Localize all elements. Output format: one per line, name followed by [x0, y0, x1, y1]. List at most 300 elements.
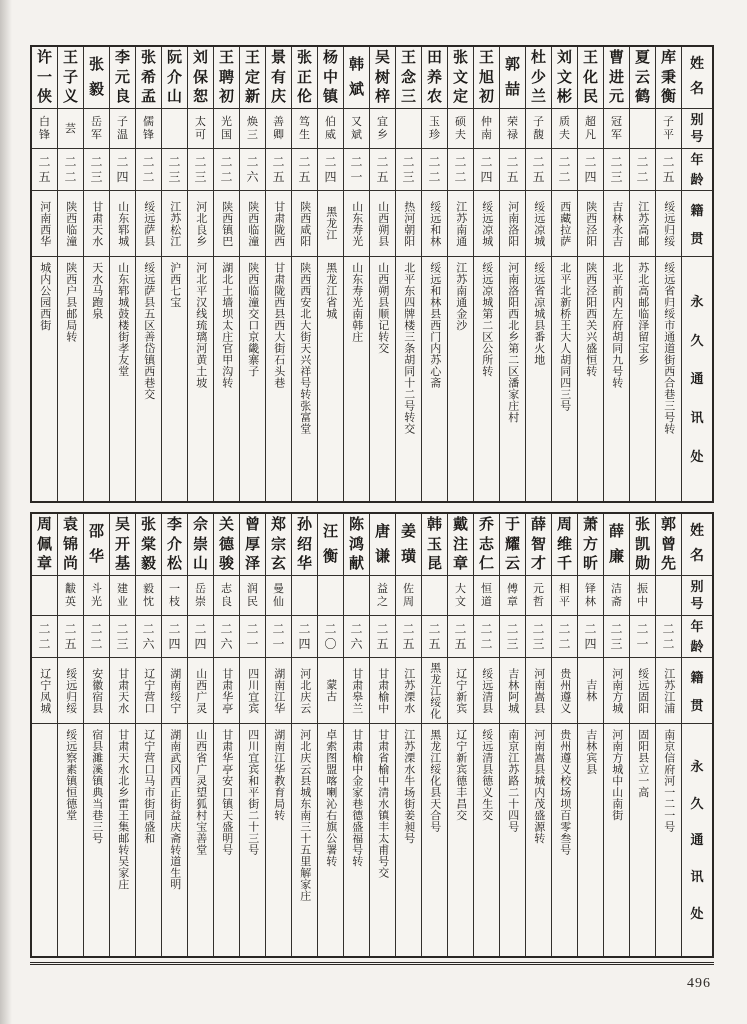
entry-alias	[266, 576, 291, 616]
entry-name	[266, 514, 291, 576]
entry-age-char: 二	[610, 621, 623, 636]
entry-age	[110, 149, 135, 191]
entry-name	[604, 514, 629, 576]
entry-address-text: 绥远察素镇恒德堂	[64, 729, 77, 821]
entry-name	[214, 47, 239, 109]
entry-alias-char: 毅	[143, 583, 154, 595]
header-name-label-char: 姓	[690, 523, 704, 539]
entry-alias-char: 枝	[169, 596, 180, 608]
entry-name-char: 汪	[322, 523, 338, 540]
entry-alias-char: 笃	[299, 116, 310, 128]
entry-alias-char: 元	[533, 583, 544, 595]
entry-native-place	[604, 191, 629, 257]
entry-native-place	[526, 191, 551, 257]
entry-age	[448, 616, 473, 658]
entry-alias	[32, 576, 57, 616]
entry-native-place-text: 河北庆云	[298, 667, 311, 714]
entry-name-char: 聘	[218, 69, 234, 86]
entry-native-place-text: 蒙古	[324, 679, 337, 702]
entry-age-char: 三	[168, 169, 181, 184]
entry-name	[162, 514, 187, 576]
entry-age-char: 二	[506, 154, 519, 169]
entry-name-char: 王	[400, 50, 416, 67]
entry-name-char: 义	[62, 88, 78, 105]
entry-native-place-text: 绥远凉城	[532, 200, 545, 247]
entry-name-char: 方	[582, 536, 598, 553]
entry-name-char: 中	[322, 69, 338, 86]
header-age-label-char: 年	[690, 152, 704, 168]
entry-age-char: 三	[610, 169, 623, 184]
entry-native-place-text: 山西广灵	[194, 667, 207, 714]
entry-address	[656, 724, 681, 956]
entry-column	[551, 47, 577, 501]
entry-age	[136, 149, 161, 191]
entry-name-char: 养	[426, 69, 442, 86]
entry-name-char: 山	[192, 555, 208, 572]
header-address-label-char: 通	[690, 371, 704, 387]
entry-name	[656, 47, 681, 109]
entry-alias	[84, 109, 109, 149]
entry-address	[136, 257, 161, 501]
entry-alias	[214, 576, 239, 616]
header-alias-label-char: 号	[690, 596, 704, 612]
entry-column	[447, 47, 473, 501]
entry-name	[214, 514, 239, 576]
entry-age-char: 三	[532, 636, 545, 651]
entry-name-char: 章	[36, 555, 52, 572]
entry-age-char: 二	[454, 154, 467, 169]
entry-name-char: 崇	[192, 536, 208, 553]
entry-age-char: 五	[376, 636, 389, 651]
entry-age-char: 二	[324, 154, 337, 169]
entry-native-place-text: 河北良乡	[194, 200, 207, 247]
entry-name-char: 一	[36, 69, 52, 86]
entry-native-place	[32, 191, 57, 257]
entry-age-char: 二	[584, 621, 597, 636]
entry-age-char: 五	[376, 169, 389, 184]
header-address-label-char: 讯	[690, 410, 704, 426]
bottom-double-rule	[30, 962, 714, 965]
entry-alias	[266, 109, 291, 149]
entry-alias	[84, 576, 109, 616]
entry-address	[84, 724, 109, 956]
entry-address	[136, 724, 161, 956]
entry-name-char: 戴	[452, 517, 468, 534]
entry-name-char: 定	[244, 69, 260, 86]
entry-native-place-text: 陕西泾阳	[584, 200, 597, 247]
entry-alias	[344, 576, 369, 616]
entry-alias-char: 光	[221, 116, 232, 128]
entry-address	[552, 257, 577, 501]
entry-native-place-text: 安徽宿县	[90, 667, 103, 714]
entry-native-place	[396, 658, 421, 724]
entry-name-char: 庆	[270, 88, 286, 105]
entry-age-char: 五	[272, 169, 285, 184]
entry-native-place	[318, 658, 343, 724]
entry-alias-char: 伯	[325, 116, 336, 128]
entry-native-place-text: 吉林阿城	[506, 667, 519, 714]
entry-alias-char: 哲	[533, 596, 544, 608]
entry-alias-char: 禄	[507, 129, 518, 141]
entry-alias-char: 光	[91, 596, 102, 608]
entry-column	[343, 514, 369, 956]
entry-native-place	[162, 658, 187, 724]
entry-age	[578, 149, 603, 191]
entry-age-char: 三	[402, 169, 415, 184]
entry-name-char: 有	[270, 69, 286, 86]
entry-column	[447, 514, 473, 956]
entry-native-place-text: 江苏高邮	[636, 200, 649, 247]
entry-age-char: 二	[610, 154, 623, 169]
entry-column	[161, 47, 187, 501]
entry-name-char: 锦	[62, 536, 78, 553]
entry-address	[266, 724, 291, 956]
entry-age	[604, 149, 629, 191]
entry-age-char: 五	[662, 169, 675, 184]
entry-name-char: 景	[270, 50, 286, 67]
entry-address	[318, 257, 343, 501]
entry-address	[370, 257, 395, 501]
entry-age-char: 二	[194, 154, 207, 169]
entry-age-char: 二	[376, 154, 389, 169]
entry-column	[655, 514, 681, 956]
entry-age	[500, 616, 525, 658]
entry-name-char: 关	[218, 517, 234, 534]
entry-alias-char: 英	[65, 596, 76, 608]
entry-name-char: 梓	[374, 88, 390, 105]
entry-native-place	[526, 658, 551, 724]
entry-age-char: 二	[376, 621, 389, 636]
entry-native-place	[448, 658, 473, 724]
entry-column	[32, 47, 57, 501]
entry-native-place	[474, 191, 499, 257]
entry-age-char: 五	[506, 169, 519, 184]
entry-age	[370, 149, 395, 191]
entry-alias-char: 振	[637, 583, 648, 595]
entry-age-char: 二	[168, 621, 181, 636]
entry-alias-char: 温	[117, 129, 128, 141]
entry-name-char: 谦	[374, 549, 390, 566]
entry-name-char: 王	[582, 50, 598, 67]
entry-alias-char: 周	[403, 596, 414, 608]
entry-alias	[240, 576, 265, 616]
entry-native-place-text: 山西朔县	[376, 200, 389, 247]
entry-name-char: 三	[400, 88, 416, 105]
entry-name-char: 山	[166, 88, 182, 105]
entry-name	[552, 47, 577, 109]
entry-column	[83, 47, 109, 501]
entry-alias-char: 硕	[455, 116, 466, 128]
entry-alias-char: 荣	[507, 116, 518, 128]
entry-native-place-text: 江苏松江	[168, 200, 181, 247]
header-column	[681, 514, 712, 956]
entry-age-char: 四	[298, 636, 311, 651]
entry-address	[422, 257, 447, 501]
entry-native-place-text: 绥远凉城	[480, 200, 493, 247]
header-address-label-char: 通	[690, 832, 704, 848]
entry-alias	[500, 109, 525, 149]
entry-native-place-text: 河南嵩县	[532, 667, 545, 714]
header-address-label-char: 讯	[690, 869, 704, 885]
entry-alias-char: 夫	[559, 129, 570, 141]
entry-native-place-text: 绥远固阳	[636, 667, 649, 714]
entry-name-char: 王	[62, 50, 78, 67]
entry-age-char: 二	[402, 154, 415, 169]
entry-age-char: 二	[454, 169, 467, 184]
entry-column	[369, 47, 395, 501]
entry-age-char: 二	[38, 154, 51, 169]
entry-address	[630, 257, 655, 501]
entry-column	[343, 47, 369, 501]
entry-alias	[344, 109, 369, 149]
entry-alias-char: 冠	[611, 116, 622, 128]
entry-name-char: 章	[452, 555, 468, 572]
header-age-label-char: 龄	[690, 171, 704, 187]
entry-alias	[656, 109, 681, 149]
entry-name	[552, 514, 577, 576]
entry-native-place	[630, 658, 655, 724]
entry-alias	[552, 109, 577, 149]
entry-age-char: 二	[90, 154, 103, 169]
entry-name-char: 刘	[556, 50, 572, 67]
entry-address-text: 沪西七宝	[168, 262, 181, 308]
entry-alias-char: 子	[533, 116, 544, 128]
entry-age-char: 四	[194, 636, 207, 651]
entry-name-char: 定	[452, 88, 468, 105]
entry-name	[240, 514, 265, 576]
entry-native-place	[344, 658, 369, 724]
entry-column	[213, 47, 239, 501]
entry-age-char: 二	[662, 621, 675, 636]
entry-address	[110, 257, 135, 501]
entry-name-char: 德	[218, 536, 234, 553]
entry-name-char: 仁	[478, 555, 494, 572]
entry-address-text: 辽宁新宾德丰昌交	[454, 729, 467, 821]
entry-name-char: 郑	[270, 517, 286, 534]
entry-column	[551, 514, 577, 956]
entry-alias	[396, 576, 421, 616]
entry-native-place	[500, 658, 525, 724]
entry-name	[422, 47, 447, 109]
entry-age-char: 二	[116, 154, 129, 169]
entry-age	[84, 616, 109, 658]
entry-alias-char: 润	[247, 583, 258, 595]
entry-name-char: 郭	[504, 56, 520, 73]
entry-name	[292, 514, 317, 576]
header-address-label	[682, 257, 712, 501]
entry-name-char: 新	[244, 88, 260, 105]
entry-age-char: 二	[272, 621, 285, 636]
entry-age-char: 二	[350, 621, 363, 636]
entry-address-text: 绥远清县德义生交	[480, 729, 493, 821]
entry-age	[240, 616, 265, 658]
entry-name-char: 袁	[62, 517, 78, 534]
entry-column	[655, 47, 681, 501]
entry-address-text: 城内公园西街	[38, 262, 51, 331]
entry-alias	[110, 109, 135, 149]
entry-address-text: 甘肃华亭安口镇天盛明号	[220, 729, 233, 856]
entry-name	[604, 47, 629, 109]
entry-name-char: 介	[166, 536, 182, 553]
entry-column	[499, 514, 525, 956]
entry-native-place-text: 辽宁营口	[142, 667, 155, 714]
entry-alias-char: 良	[221, 596, 232, 608]
entry-native-place-text: 湖南江华	[272, 667, 285, 714]
entry-alias-char: 之	[377, 596, 388, 608]
entry-name-char: 进	[608, 69, 624, 86]
entry-age	[578, 616, 603, 658]
entry-alias	[656, 576, 681, 616]
entry-alias	[630, 109, 655, 149]
entry-alias-char: 曼	[273, 583, 284, 595]
entry-native-place-text: 江苏江浦	[662, 667, 675, 714]
entry-address-text: 陕西临潼交口京畿寨子	[246, 262, 259, 377]
entry-name-char: 先	[660, 555, 676, 572]
entry-column	[603, 47, 629, 501]
entry-age	[396, 149, 421, 191]
entry-age	[110, 616, 135, 658]
entry-alias	[292, 576, 317, 616]
entry-age-char: 二	[662, 636, 675, 651]
entry-age	[162, 149, 187, 191]
entry-alias	[422, 576, 447, 616]
entry-native-place-text: 辽宁新宾	[454, 667, 467, 714]
entry-native-place	[552, 191, 577, 257]
entry-name-char: 保	[192, 69, 208, 86]
entry-column	[265, 514, 291, 956]
entry-age	[188, 149, 213, 191]
entry-name	[110, 47, 135, 109]
entry-age-char: 二	[324, 621, 337, 636]
entry-address	[552, 724, 577, 956]
entry-name	[84, 514, 109, 576]
header-address-label-char: 久	[690, 795, 704, 811]
entry-age-char: 二	[584, 154, 597, 169]
entry-age-char: 二	[662, 154, 675, 169]
entry-native-place-text: 江苏溧水	[402, 667, 415, 714]
entry-name-char: 邵	[88, 523, 104, 540]
entry-alias-char: 卿	[273, 129, 284, 141]
entry-native-place-text: 陕西临潼	[64, 200, 77, 247]
entry-address-text: 陕西户县邮局转	[64, 262, 77, 343]
entry-alias-char: 善	[273, 116, 284, 128]
entry-name-char: 曾	[244, 517, 260, 534]
entry-name-char: 宗	[270, 536, 286, 553]
entry-alias-char: 忱	[143, 596, 154, 608]
entry-native-place	[188, 191, 213, 257]
entry-address-text: 吉林宾县	[584, 729, 597, 775]
entry-address-text: 河南洛阳西北乡第二区潘家庄村	[506, 262, 519, 423]
entry-address	[240, 724, 265, 956]
entry-alias	[214, 109, 239, 149]
entry-native-place-text: 黑龙江	[324, 206, 337, 241]
header-address-label-char: 处	[690, 906, 704, 922]
entry-name-char: 华	[296, 555, 312, 572]
entry-address-text: 山西朔县顺记转交	[376, 262, 389, 354]
entry-name-char: 开	[114, 536, 130, 553]
entry-native-place	[240, 191, 265, 257]
entry-age	[136, 616, 161, 658]
header-alias-label-char: 号	[690, 129, 704, 145]
entry-address-text: 卓索图盟喀喇沁右旗公署转	[324, 729, 337, 867]
entry-alias-char: 焕	[247, 116, 258, 128]
entry-name-char: 基	[114, 555, 130, 572]
entry-age-char: 五	[64, 636, 77, 651]
entry-name-char: 李	[166, 517, 182, 534]
entry-age	[318, 149, 343, 191]
entry-alias-char: 子	[663, 116, 674, 128]
entry-alias-char: 建	[117, 583, 128, 595]
entry-address	[448, 724, 473, 956]
entry-alias-char: 铎	[585, 583, 596, 595]
entry-native-place	[84, 658, 109, 724]
entry-name	[292, 47, 317, 109]
entry-native-place	[214, 191, 239, 257]
entry-alias	[136, 576, 161, 616]
header-name-label-char: 名	[690, 549, 704, 565]
entry-name-char: 郭	[660, 517, 676, 534]
entry-alias-char: 乡	[377, 129, 388, 141]
entry-address-text: 贵州遵义校场坝百零叁号	[558, 729, 571, 856]
entry-age-char: 二	[38, 636, 51, 651]
entry-column	[525, 514, 551, 956]
entry-alias-char: 质	[559, 116, 570, 128]
entry-address-text: 宿县濉溪镇典当巷三号	[90, 729, 103, 844]
entry-alias	[110, 576, 135, 616]
entry-address-text: 苏北高邮临泽留宝乡	[636, 262, 649, 366]
entry-age	[630, 149, 655, 191]
entry-age-char: 二	[220, 621, 233, 636]
entry-name-char: 智	[530, 536, 546, 553]
entry-native-place	[422, 191, 447, 257]
entry-name-char: 韩	[348, 56, 364, 73]
entry-alias-char: 太	[195, 116, 206, 128]
header-native-place-label-char: 贯	[690, 231, 704, 246]
entry-native-place	[396, 191, 421, 257]
entry-address	[188, 724, 213, 956]
entry-name-char: 王	[478, 50, 494, 67]
entry-age	[604, 616, 629, 658]
entry-column	[629, 47, 655, 501]
entry-address	[448, 257, 473, 501]
entry-alias-char: 锋	[39, 129, 50, 141]
entry-native-place	[578, 191, 603, 257]
entry-age-char: 四	[584, 169, 597, 184]
header-address-label-char: 永	[690, 293, 704, 309]
entry-address	[526, 724, 551, 956]
entry-age	[188, 616, 213, 658]
entry-alias	[552, 576, 577, 616]
entry-name-char: 旭	[478, 69, 494, 86]
header-address-label-char: 永	[690, 758, 704, 774]
entry-native-place	[58, 658, 83, 724]
entry-native-place-text: 吉林永吉	[610, 200, 623, 247]
entry-name-char: 耀	[504, 536, 520, 553]
entry-age	[32, 149, 57, 191]
entry-age-char: 二	[480, 621, 493, 636]
header-alias-label-char: 别	[690, 578, 704, 594]
entry-alias-char: 黻	[65, 583, 76, 595]
entry-alias	[370, 576, 395, 616]
entry-age	[344, 616, 369, 658]
entry-address	[32, 724, 57, 956]
entry-column	[291, 514, 317, 956]
entry-age-char: 五	[428, 636, 441, 651]
entry-native-place-text: 陕西临潼	[246, 200, 259, 247]
entry-name-char: 毅	[88, 82, 104, 99]
entry-native-place	[214, 658, 239, 724]
entry-native-place	[110, 191, 135, 257]
